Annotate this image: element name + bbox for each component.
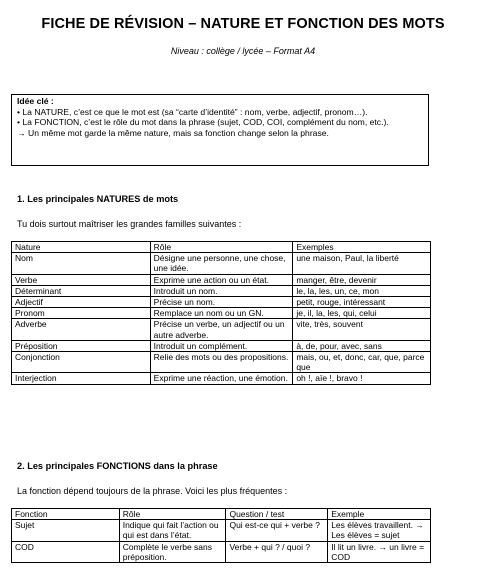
table-row: [12, 253, 431, 274]
table-row: [12, 373, 431, 384]
table-cell: manger, être, devenir: [293, 274, 431, 285]
table-cell: Désigne une personne, une chose, une idée.: [150, 253, 293, 274]
column-header: Question / test: [226, 509, 328, 520]
table-cell: COD: [12, 541, 120, 562]
table-cell: Précise un nom.: [150, 297, 293, 308]
column-header: Fonction: [12, 509, 120, 520]
key-idea-heading: Idée clé :: [17, 96, 54, 106]
column-header: Exemples: [293, 242, 431, 253]
column-header: Rôle: [150, 242, 293, 253]
table-row: [12, 340, 431, 351]
table-cell: Qui est-ce qui + verbe ?: [226, 520, 328, 541]
table-row: [12, 319, 431, 340]
table-cell: Pronom: [12, 308, 151, 319]
column-header: Rôle: [119, 509, 226, 520]
fonctions-table: [11, 508, 431, 563]
column-header: Nature: [12, 242, 151, 253]
section-intro-natures: Tu dois surtout maîtriser les grandes familles suivantes :: [17, 219, 242, 229]
table-cell: Les élèves travaillent. → Les élèves = sujet: [328, 520, 431, 541]
section-intro-fonctions: La fonction dépend toujours de la phrase. Voici les plus fréquentes :: [17, 486, 288, 496]
table-cell: Conjonction: [12, 352, 151, 373]
table-row: [12, 352, 431, 373]
table-cell: Nom: [12, 253, 151, 274]
natures-table: [11, 241, 431, 385]
table-cell: Sujet: [12, 520, 120, 541]
table-cell: Introduit un complément.: [150, 340, 293, 351]
table-cell: le, la, les, un, ce, mon: [293, 285, 431, 296]
key-idea-line: → Un même mot garde la même nature, mais sa fonction change selon la phrase.: [17, 127, 329, 138]
table-cell: Préposition: [12, 340, 151, 351]
key-idea-line: • La FONCTION, c’est le rôle du mot dans la phrase (sujet, COD, COI, complément du nom, etc.).: [17, 117, 389, 127]
table-cell: Déterminant: [12, 285, 151, 296]
table-header-row: [12, 242, 431, 253]
table-cell: Introduit un nom.: [150, 285, 293, 296]
section-heading-fonctions: 2. Les principales FONCTIONS dans la phrase: [17, 461, 218, 471]
table-cell: Relie des mots ou des propositions.: [150, 352, 293, 373]
page-subtitle: Niveau : collège / lycée – Format A4: [170, 46, 316, 56]
table-row: [12, 308, 431, 319]
table-cell: Exprime une action ou un état.: [150, 274, 293, 285]
table-cell: petit, rouge, intéressant: [293, 297, 431, 308]
section-heading-natures: 1. Les principales NATURES de mots: [17, 194, 179, 204]
table-cell: Précise un verbe, un adjectif ou un autre adverbe.: [150, 319, 293, 340]
column-header: Exemple: [328, 509, 431, 520]
table-cell: Il lit un livre. → un livre = COD: [328, 541, 431, 562]
table-cell: je, il, la, les, qui, celui: [293, 308, 431, 319]
table-row: [12, 541, 431, 562]
table-cell: à, de, pour, avec, sans: [293, 340, 431, 351]
table-header-row: [12, 509, 431, 520]
table-row: [12, 285, 431, 296]
table-cell: Adjectif: [12, 297, 151, 308]
table-cell: mais, ou, et, donc, car, que, parce que: [293, 352, 431, 373]
table-cell: Adverbe: [12, 319, 151, 340]
table-row: [12, 520, 431, 541]
key-idea-line: • La NATURE, c’est ce que le mot est (sa “carte d’identité” : nom, verbe, adjectif, pronom…).: [17, 106, 368, 117]
table-cell: Exprime une réaction, une émotion.: [150, 373, 293, 384]
page-title: FICHE DE RÉVISION – NATURE ET FONCTION DES MOTS: [41, 16, 445, 32]
table-row: [12, 297, 431, 308]
table-cell: une maison, Paul, la liberté: [293, 253, 431, 274]
table-cell: Interjection: [12, 373, 151, 384]
table-cell: Complète le verbe sans préposition.: [119, 541, 226, 562]
key-idea-box: [11, 94, 429, 166]
table-cell: vite, très, souvent: [293, 319, 431, 340]
table-cell: Indique qui fait l’action ou qui est dans l’état.: [119, 520, 226, 541]
table-cell: Remplace un nom ou un GN.: [150, 308, 293, 319]
table-cell: Verbe + qui ? / quoi ?: [226, 541, 328, 562]
table-row: [12, 274, 431, 285]
table-cell: Verbe: [12, 274, 151, 285]
table-cell: oh !, aïe !, bravo !: [293, 373, 431, 384]
